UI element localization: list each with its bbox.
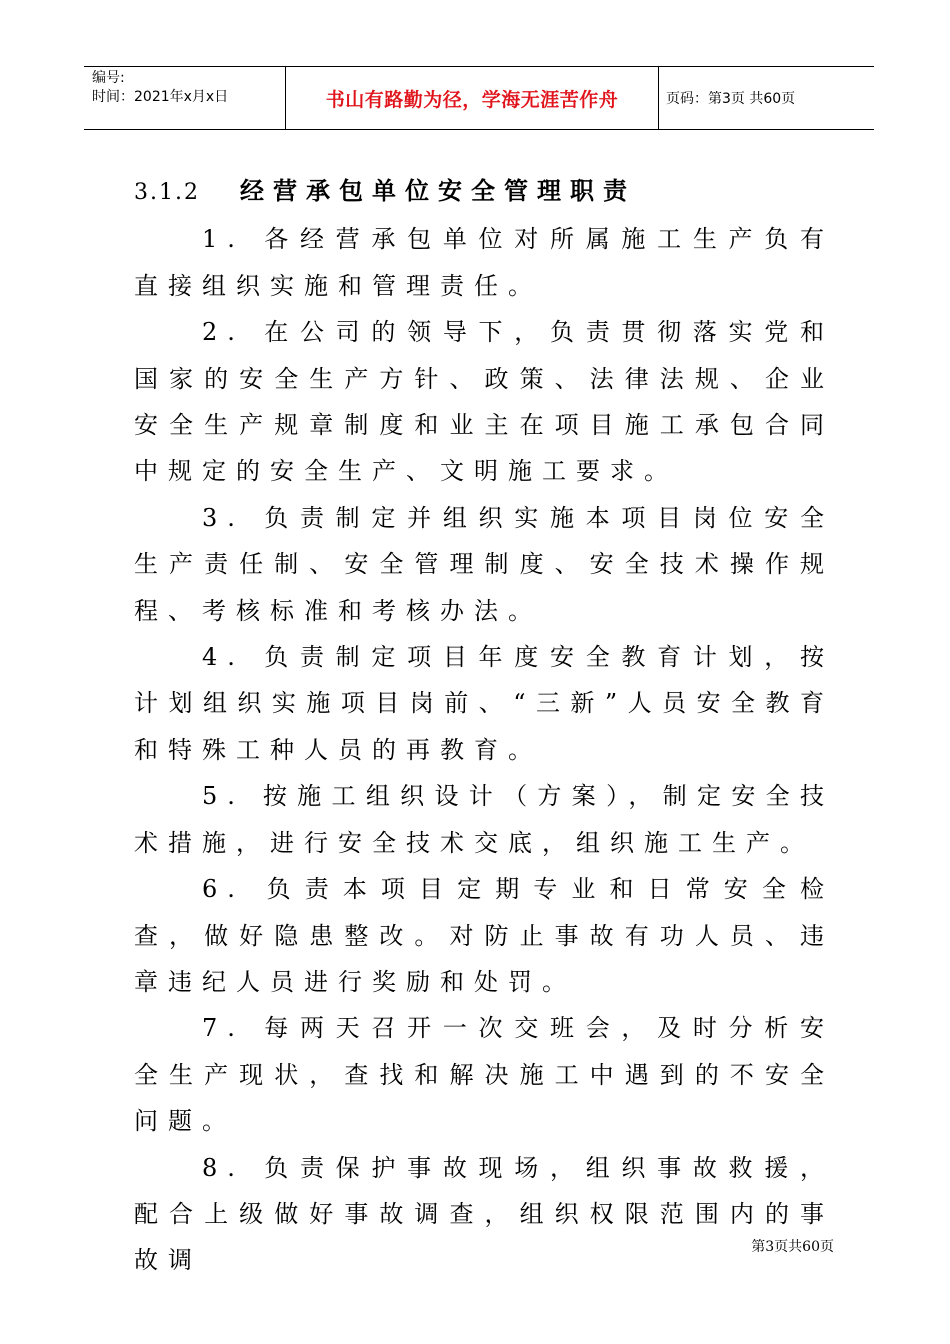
code-label: 编号: — [92, 70, 125, 86]
section-title: 经营承包单位安全管理职责 — [239, 176, 636, 205]
document-body — [134, 168, 834, 1284]
duty-item-6: 6. 负责本项目定期专业和日常安全检查，做好隐患整改。对防止事故有功人员、违章违纪人员进行奖励和处罚。 — [134, 875, 834, 996]
header-meta — [92, 69, 287, 107]
page-header — [84, 66, 874, 130]
page-footer: 第3页共60页 — [751, 1239, 834, 1255]
duty-item-5: 5. 按施工组织设计（方案），制定安全技术措施，进行安全技术交底，组织施工生产。 — [134, 782, 834, 857]
duty-item-7: 7. 每两天召开一次交班会，及时分析安全生产现状，查找和解决施工中遇到的不安全问题。 — [134, 1014, 834, 1136]
section-heading — [134, 168, 834, 216]
header-motto: 书山有路勤为径，学海无涯苦作舟 — [325, 88, 619, 111]
section-number: 3.1.2 — [134, 180, 200, 205]
header-divider — [658, 67, 659, 129]
duty-item-2: 2. 在公司的领导下，负责贯彻落实党和国家的安全生产方针、政策、法律法规、企业安全生产规章制度和业主在项目施工承包合同中规定的安全生产、文明施工要求。 — [134, 318, 834, 486]
header-page-info: 页码：第3页 共60页 — [666, 91, 796, 107]
duty-item-8: 8. 负责保护事故现场，组织事故救援，配合上级做好事故调查，组织权限范围内的事故调 — [134, 1153, 834, 1275]
duty-item-3: 3. 负责制定并组织实施本项目岗位安全生产责任制、安全管理制度、安全技术操作规程、考核标准和考核办法。 — [134, 503, 834, 625]
duty-item-4: 4. 负责制定项目年度安全教育计划，按计划组织实施项目岗前、“三新”人员安全教育和特殊工种人员的再教育。 — [134, 643, 834, 764]
time-label: 时间：2021年x月x日 — [92, 89, 229, 105]
duty-item-1: 1. 各经营承包单位对所属施工生产负有直接组织实施和管理责任。 — [134, 225, 834, 300]
